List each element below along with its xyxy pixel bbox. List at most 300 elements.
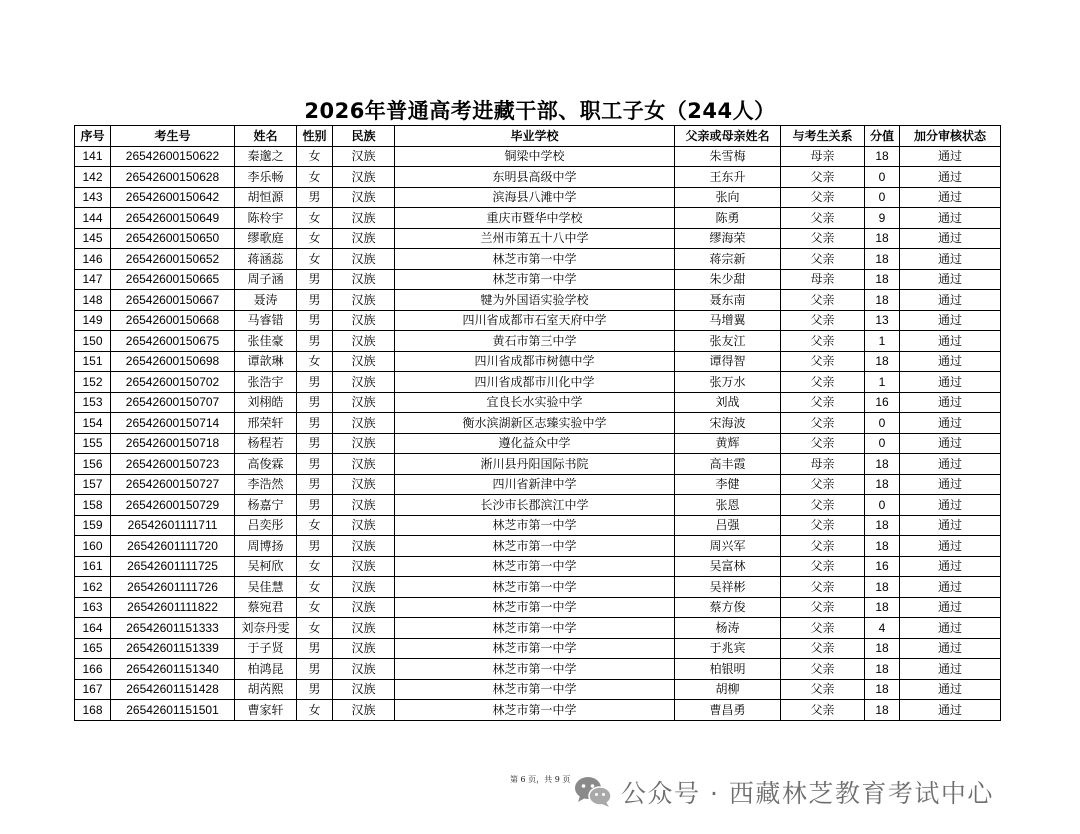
cell-student-name: 胡恒源 <box>235 187 297 208</box>
cell-ethnicity: 汉族 <box>333 556 395 577</box>
cell-exam-id: 26542601151428 <box>111 679 235 700</box>
cell-gender: 男 <box>297 659 333 680</box>
cell-status: 通过 <box>900 495 1001 516</box>
cell-exam-id: 26542600150675 <box>111 331 235 352</box>
cell-student-name: 邢荣轩 <box>235 413 297 434</box>
cell-relation: 父亲 <box>781 208 865 229</box>
cell-gender: 女 <box>297 700 333 721</box>
cell-score: 18 <box>865 597 900 618</box>
cell-row-index: 150 <box>75 331 111 352</box>
cell-school: 林芝市第一中学 <box>395 515 675 536</box>
header-relation: 与考生关系 <box>781 126 865 147</box>
cell-gender: 女 <box>297 597 333 618</box>
cell-score: 1 <box>865 331 900 352</box>
cell-gender: 女 <box>297 208 333 229</box>
table-row <box>75 187 1001 208</box>
cell-gender: 男 <box>297 187 333 208</box>
cell-score: 0 <box>865 495 900 516</box>
cell-gender: 女 <box>297 618 333 639</box>
cell-student-name: 刘奈丹雯 <box>235 618 297 639</box>
cell-school: 林芝市第一中学 <box>395 659 675 680</box>
cell-parent-name: 谭得智 <box>675 351 781 372</box>
page-title: 2026年普通高考进藏干部、职工子女（244人） <box>304 99 776 123</box>
cell-ethnicity: 汉族 <box>333 269 395 290</box>
cell-status: 通过 <box>900 618 1001 639</box>
cell-status: 通过 <box>900 208 1001 229</box>
cell-ethnicity: 汉族 <box>333 146 395 167</box>
cell-row-index: 141 <box>75 146 111 167</box>
header-status: 加分审核状态 <box>900 126 1001 147</box>
cell-relation: 父亲 <box>781 515 865 536</box>
cell-student-name: 周子涵 <box>235 269 297 290</box>
cell-parent-name: 朱雪梅 <box>675 146 781 167</box>
cell-student-name: 秦邈之 <box>235 146 297 167</box>
cell-exam-id: 26542600150707 <box>111 392 235 413</box>
cell-score: 18 <box>865 638 900 659</box>
cell-ethnicity: 汉族 <box>333 290 395 311</box>
cell-school: 林芝市第一中学 <box>395 536 675 557</box>
header-ethnicity: 民族 <box>333 126 395 147</box>
cell-score: 0 <box>865 433 900 454</box>
cell-parent-name: 马增翼 <box>675 310 781 331</box>
cell-status: 通过 <box>900 413 1001 434</box>
cell-student-name: 胡芮熙 <box>235 679 297 700</box>
cell-school: 四川省成都市川化中学 <box>395 372 675 393</box>
cell-gender: 男 <box>297 372 333 393</box>
cell-row-index: 161 <box>75 556 111 577</box>
cell-exam-id: 26542601111822 <box>111 597 235 618</box>
cell-relation: 母亲 <box>781 146 865 167</box>
cell-ethnicity: 汉族 <box>333 495 395 516</box>
table-row <box>75 577 1001 598</box>
cell-relation: 父亲 <box>781 310 865 331</box>
cell-parent-name: 曹昌勇 <box>675 700 781 721</box>
candidate-table <box>74 125 1001 721</box>
cell-row-index: 146 <box>75 249 111 270</box>
cell-status: 通过 <box>900 597 1001 618</box>
cell-relation: 父亲 <box>781 290 865 311</box>
cell-gender: 男 <box>297 290 333 311</box>
cell-row-index: 149 <box>75 310 111 331</box>
table-row <box>75 515 1001 536</box>
cell-school: 兰州市第五十八中学 <box>395 228 675 249</box>
cell-school: 淅川县丹阳国际书院 <box>395 454 675 475</box>
table-row <box>75 269 1001 290</box>
cell-score: 18 <box>865 536 900 557</box>
table-row <box>75 372 1001 393</box>
cell-row-index: 164 <box>75 618 111 639</box>
cell-exam-id: 26542600150668 <box>111 310 235 331</box>
cell-exam-id: 26542600150702 <box>111 372 235 393</box>
cell-status: 通过 <box>900 187 1001 208</box>
header-exam-id: 考生号 <box>111 126 235 147</box>
cell-relation: 父亲 <box>781 638 865 659</box>
cell-score: 0 <box>865 187 900 208</box>
cell-status: 通过 <box>900 433 1001 454</box>
cell-parent-name: 吴祥彬 <box>675 577 781 598</box>
cell-gender: 女 <box>297 249 333 270</box>
cell-parent-name: 李健 <box>675 474 781 495</box>
cell-student-name: 张佳豪 <box>235 331 297 352</box>
cell-parent-name: 张向 <box>675 187 781 208</box>
cell-ethnicity: 汉族 <box>333 577 395 598</box>
cell-status: 通过 <box>900 515 1001 536</box>
cell-ethnicity: 汉族 <box>333 249 395 270</box>
header-score: 分值 <box>865 126 900 147</box>
cell-gender: 男 <box>297 331 333 352</box>
cell-school: 林芝市第一中学 <box>395 577 675 598</box>
cell-relation: 父亲 <box>781 536 865 557</box>
table-row <box>75 638 1001 659</box>
cell-relation: 母亲 <box>781 269 865 290</box>
cell-student-name: 谭歆琳 <box>235 351 297 372</box>
cell-ethnicity: 汉族 <box>333 679 395 700</box>
cell-exam-id: 26542600150727 <box>111 474 235 495</box>
cell-relation: 父亲 <box>781 167 865 188</box>
cell-row-index: 167 <box>75 679 111 700</box>
cell-relation: 父亲 <box>781 679 865 700</box>
cell-parent-name: 黄辉 <box>675 433 781 454</box>
cell-relation: 父亲 <box>781 228 865 249</box>
cell-row-index: 159 <box>75 515 111 536</box>
cell-parent-name: 杨涛 <box>675 618 781 639</box>
cell-row-index: 145 <box>75 228 111 249</box>
cell-student-name: 张浩宇 <box>235 372 297 393</box>
cell-score: 16 <box>865 392 900 413</box>
cell-status: 通过 <box>900 454 1001 475</box>
cell-score: 0 <box>865 413 900 434</box>
header-index: 序号 <box>75 126 111 147</box>
cell-student-name: 吴柯欣 <box>235 556 297 577</box>
cell-status: 通过 <box>900 331 1001 352</box>
cell-relation: 父亲 <box>781 351 865 372</box>
cell-ethnicity: 汉族 <box>333 392 395 413</box>
cell-gender: 女 <box>297 515 333 536</box>
table-body <box>75 146 1001 720</box>
cell-student-name: 高俊霖 <box>235 454 297 475</box>
cell-row-index: 165 <box>75 638 111 659</box>
cell-row-index: 155 <box>75 433 111 454</box>
cell-score: 18 <box>865 679 900 700</box>
cell-student-name: 刘栩皓 <box>235 392 297 413</box>
cell-parent-name: 张恩 <box>675 495 781 516</box>
table-row <box>75 351 1001 372</box>
cell-status: 通过 <box>900 679 1001 700</box>
cell-student-name: 吕奕彤 <box>235 515 297 536</box>
cell-score: 16 <box>865 556 900 577</box>
cell-gender: 男 <box>297 433 333 454</box>
cell-exam-id: 26542600150650 <box>111 228 235 249</box>
table-row <box>75 700 1001 721</box>
cell-row-index: 158 <box>75 495 111 516</box>
cell-gender: 男 <box>297 413 333 434</box>
cell-status: 通过 <box>900 474 1001 495</box>
cell-status: 通过 <box>900 146 1001 167</box>
cell-ethnicity: 汉族 <box>333 618 395 639</box>
cell-gender: 男 <box>297 495 333 516</box>
cell-score: 9 <box>865 208 900 229</box>
cell-student-name: 蔡宛君 <box>235 597 297 618</box>
cell-school: 四川省成都市树德中学 <box>395 351 675 372</box>
cell-school: 铜梁中学校 <box>395 146 675 167</box>
cell-school: 宜良长水实验中学 <box>395 392 675 413</box>
cell-score: 18 <box>865 474 900 495</box>
cell-gender: 女 <box>297 228 333 249</box>
cell-status: 通过 <box>900 351 1001 372</box>
cell-school: 林芝市第一中学 <box>395 597 675 618</box>
cell-relation: 父亲 <box>781 597 865 618</box>
cell-score: 18 <box>865 700 900 721</box>
cell-parent-name: 胡柳 <box>675 679 781 700</box>
cell-school: 林芝市第一中学 <box>395 269 675 290</box>
cell-parent-name: 王东升 <box>675 167 781 188</box>
cell-student-name: 陈柃宇 <box>235 208 297 229</box>
watermark-text: 公众号 · 西藏林芝教育考试中心 <box>621 779 994 808</box>
cell-parent-name: 聂东南 <box>675 290 781 311</box>
cell-exam-id: 26542600150723 <box>111 454 235 475</box>
cell-relation: 父亲 <box>781 700 865 721</box>
cell-relation: 母亲 <box>781 454 865 475</box>
cell-student-name: 柏鸿昆 <box>235 659 297 680</box>
cell-school: 黄石市第三中学 <box>395 331 675 352</box>
cell-school: 林芝市第一中学 <box>395 556 675 577</box>
cell-relation: 父亲 <box>781 433 865 454</box>
cell-student-name: 李乐畅 <box>235 167 297 188</box>
cell-relation: 父亲 <box>781 577 865 598</box>
cell-school: 四川省新津中学 <box>395 474 675 495</box>
cell-parent-name: 宋海波 <box>675 413 781 434</box>
table-row <box>75 536 1001 557</box>
cell-school: 衡水滨湖新区志臻实验中学 <box>395 413 675 434</box>
cell-parent-name: 刘战 <box>675 392 781 413</box>
cell-school: 滨海县八滩中学 <box>395 187 675 208</box>
table-row <box>75 146 1001 167</box>
cell-ethnicity: 汉族 <box>333 351 395 372</box>
cell-row-index: 153 <box>75 392 111 413</box>
cell-gender: 女 <box>297 556 333 577</box>
cell-parent-name: 吕强 <box>675 515 781 536</box>
cell-score: 18 <box>865 269 900 290</box>
cell-ethnicity: 汉族 <box>333 372 395 393</box>
cell-exam-id: 26542601151339 <box>111 638 235 659</box>
cell-status: 通过 <box>900 638 1001 659</box>
cell-exam-id: 26542600150718 <box>111 433 235 454</box>
cell-gender: 女 <box>297 577 333 598</box>
header-gender: 性别 <box>297 126 333 147</box>
cell-score: 18 <box>865 515 900 536</box>
cell-school: 林芝市第一中学 <box>395 679 675 700</box>
table-row <box>75 290 1001 311</box>
cell-school: 林芝市第一中学 <box>395 638 675 659</box>
cell-relation: 父亲 <box>781 556 865 577</box>
cell-parent-name: 于兆宾 <box>675 638 781 659</box>
cell-school: 林芝市第一中学 <box>395 700 675 721</box>
cell-status: 通过 <box>900 290 1001 311</box>
table-row <box>75 167 1001 188</box>
header-name: 姓名 <box>235 126 297 147</box>
cell-ethnicity: 汉族 <box>333 515 395 536</box>
table-row <box>75 331 1001 352</box>
cell-row-index: 144 <box>75 208 111 229</box>
cell-ethnicity: 汉族 <box>333 187 395 208</box>
cell-score: 0 <box>865 167 900 188</box>
table-row <box>75 454 1001 475</box>
cell-parent-name: 蒋宗新 <box>675 249 781 270</box>
cell-score: 18 <box>865 290 900 311</box>
cell-relation: 父亲 <box>781 249 865 270</box>
cell-exam-id: 26542601111711 <box>111 515 235 536</box>
cell-student-name: 聂涛 <box>235 290 297 311</box>
table-row <box>75 597 1001 618</box>
cell-exam-id: 26542600150622 <box>111 146 235 167</box>
cell-status: 通过 <box>900 269 1001 290</box>
cell-gender: 女 <box>297 146 333 167</box>
cell-school: 东明县高级中学 <box>395 167 675 188</box>
table-row <box>75 556 1001 577</box>
cell-student-name: 李浩然 <box>235 474 297 495</box>
cell-ethnicity: 汉族 <box>333 413 395 434</box>
cell-row-index: 151 <box>75 351 111 372</box>
cell-gender: 男 <box>297 392 333 413</box>
cell-relation: 父亲 <box>781 331 865 352</box>
cell-exam-id: 26542600150649 <box>111 208 235 229</box>
cell-row-index: 160 <box>75 536 111 557</box>
table-row <box>75 433 1001 454</box>
cell-row-index: 166 <box>75 659 111 680</box>
cell-ethnicity: 汉族 <box>333 310 395 331</box>
cell-school: 林芝市第一中学 <box>395 249 675 270</box>
cell-row-index: 157 <box>75 474 111 495</box>
table-row <box>75 228 1001 249</box>
cell-status: 通过 <box>900 536 1001 557</box>
cell-ethnicity: 汉族 <box>333 638 395 659</box>
cell-status: 通过 <box>900 372 1001 393</box>
cell-ethnicity: 汉族 <box>333 208 395 229</box>
cell-exam-id: 26542600150642 <box>111 187 235 208</box>
cell-gender: 女 <box>297 351 333 372</box>
cell-student-name: 蒋涵蕊 <box>235 249 297 270</box>
table-row <box>75 474 1001 495</box>
header-parent-name: 父亲或母亲姓名 <box>675 126 781 147</box>
cell-relation: 父亲 <box>781 618 865 639</box>
cell-status: 通过 <box>900 310 1001 331</box>
cell-score: 18 <box>865 228 900 249</box>
cell-student-name: 杨嘉宁 <box>235 495 297 516</box>
cell-gender: 男 <box>297 679 333 700</box>
cell-student-name: 马睿错 <box>235 310 297 331</box>
table-row <box>75 392 1001 413</box>
cell-row-index: 154 <box>75 413 111 434</box>
cell-ethnicity: 汉族 <box>333 433 395 454</box>
cell-school: 四川省成都市石室天府中学 <box>395 310 675 331</box>
cell-exam-id: 26542600150698 <box>111 351 235 372</box>
cell-student-name: 曹家轩 <box>235 700 297 721</box>
cell-status: 通过 <box>900 556 1001 577</box>
cell-gender: 男 <box>297 536 333 557</box>
cell-school: 犍为外国语实验学校 <box>395 290 675 311</box>
cell-parent-name: 陈勇 <box>675 208 781 229</box>
cell-exam-id: 26542601151340 <box>111 659 235 680</box>
cell-exam-id: 26542600150665 <box>111 269 235 290</box>
cell-row-index: 162 <box>75 577 111 598</box>
cell-score: 18 <box>865 249 900 270</box>
wechat-icon <box>573 775 613 809</box>
cell-score: 18 <box>865 577 900 598</box>
cell-status: 通过 <box>900 659 1001 680</box>
cell-gender: 男 <box>297 638 333 659</box>
cell-student-name: 吴佳慧 <box>235 577 297 598</box>
cell-exam-id: 26542601151333 <box>111 618 235 639</box>
cell-score: 18 <box>865 454 900 475</box>
table-row <box>75 249 1001 270</box>
cell-row-index: 163 <box>75 597 111 618</box>
cell-row-index: 148 <box>75 290 111 311</box>
cell-parent-name: 蔡方俊 <box>675 597 781 618</box>
cell-parent-name: 柏银明 <box>675 659 781 680</box>
cell-ethnicity: 汉族 <box>333 228 395 249</box>
cell-score: 1 <box>865 372 900 393</box>
cell-status: 通过 <box>900 167 1001 188</box>
table-header-row <box>75 126 1001 147</box>
cell-score: 18 <box>865 146 900 167</box>
cell-ethnicity: 汉族 <box>333 536 395 557</box>
cell-relation: 父亲 <box>781 413 865 434</box>
cell-parent-name: 周兴军 <box>675 536 781 557</box>
cell-status: 通过 <box>900 577 1001 598</box>
table-row <box>75 679 1001 700</box>
cell-parent-name: 缪海荣 <box>675 228 781 249</box>
cell-ethnicity: 汉族 <box>333 597 395 618</box>
cell-parent-name: 高丰霞 <box>675 454 781 475</box>
cell-school: 林芝市第一中学 <box>395 618 675 639</box>
cell-relation: 父亲 <box>781 372 865 393</box>
cell-exam-id: 26542600150667 <box>111 290 235 311</box>
cell-row-index: 147 <box>75 269 111 290</box>
cell-exam-id: 26542600150628 <box>111 167 235 188</box>
page-number: 第 6 页，共 9 页 <box>510 775 571 784</box>
cell-row-index: 168 <box>75 700 111 721</box>
cell-exam-id: 26542600150652 <box>111 249 235 270</box>
cell-gender: 男 <box>297 310 333 331</box>
cell-parent-name: 张友江 <box>675 331 781 352</box>
cell-exam-id: 26542601111725 <box>111 556 235 577</box>
header-school: 毕业学校 <box>395 126 675 147</box>
cell-relation: 父亲 <box>781 474 865 495</box>
cell-school: 遵化益众中学 <box>395 433 675 454</box>
table-row <box>75 659 1001 680</box>
cell-gender: 男 <box>297 269 333 290</box>
cell-row-index: 156 <box>75 454 111 475</box>
cell-gender: 女 <box>297 167 333 188</box>
cell-student-name: 缪歌庭 <box>235 228 297 249</box>
watermark <box>573 772 994 812</box>
cell-student-name: 于子贤 <box>235 638 297 659</box>
cell-ethnicity: 汉族 <box>333 167 395 188</box>
table-row <box>75 310 1001 331</box>
cell-row-index: 152 <box>75 372 111 393</box>
cell-exam-id: 26542600150729 <box>111 495 235 516</box>
cell-status: 通过 <box>900 249 1001 270</box>
cell-parent-name: 朱少甜 <box>675 269 781 290</box>
cell-relation: 父亲 <box>781 392 865 413</box>
cell-status: 通过 <box>900 228 1001 249</box>
cell-score: 18 <box>865 351 900 372</box>
cell-relation: 父亲 <box>781 495 865 516</box>
cell-school: 长沙市长郡滨江中学 <box>395 495 675 516</box>
cell-status: 通过 <box>900 700 1001 721</box>
cell-exam-id: 26542601111720 <box>111 536 235 557</box>
cell-parent-name: 张万水 <box>675 372 781 393</box>
